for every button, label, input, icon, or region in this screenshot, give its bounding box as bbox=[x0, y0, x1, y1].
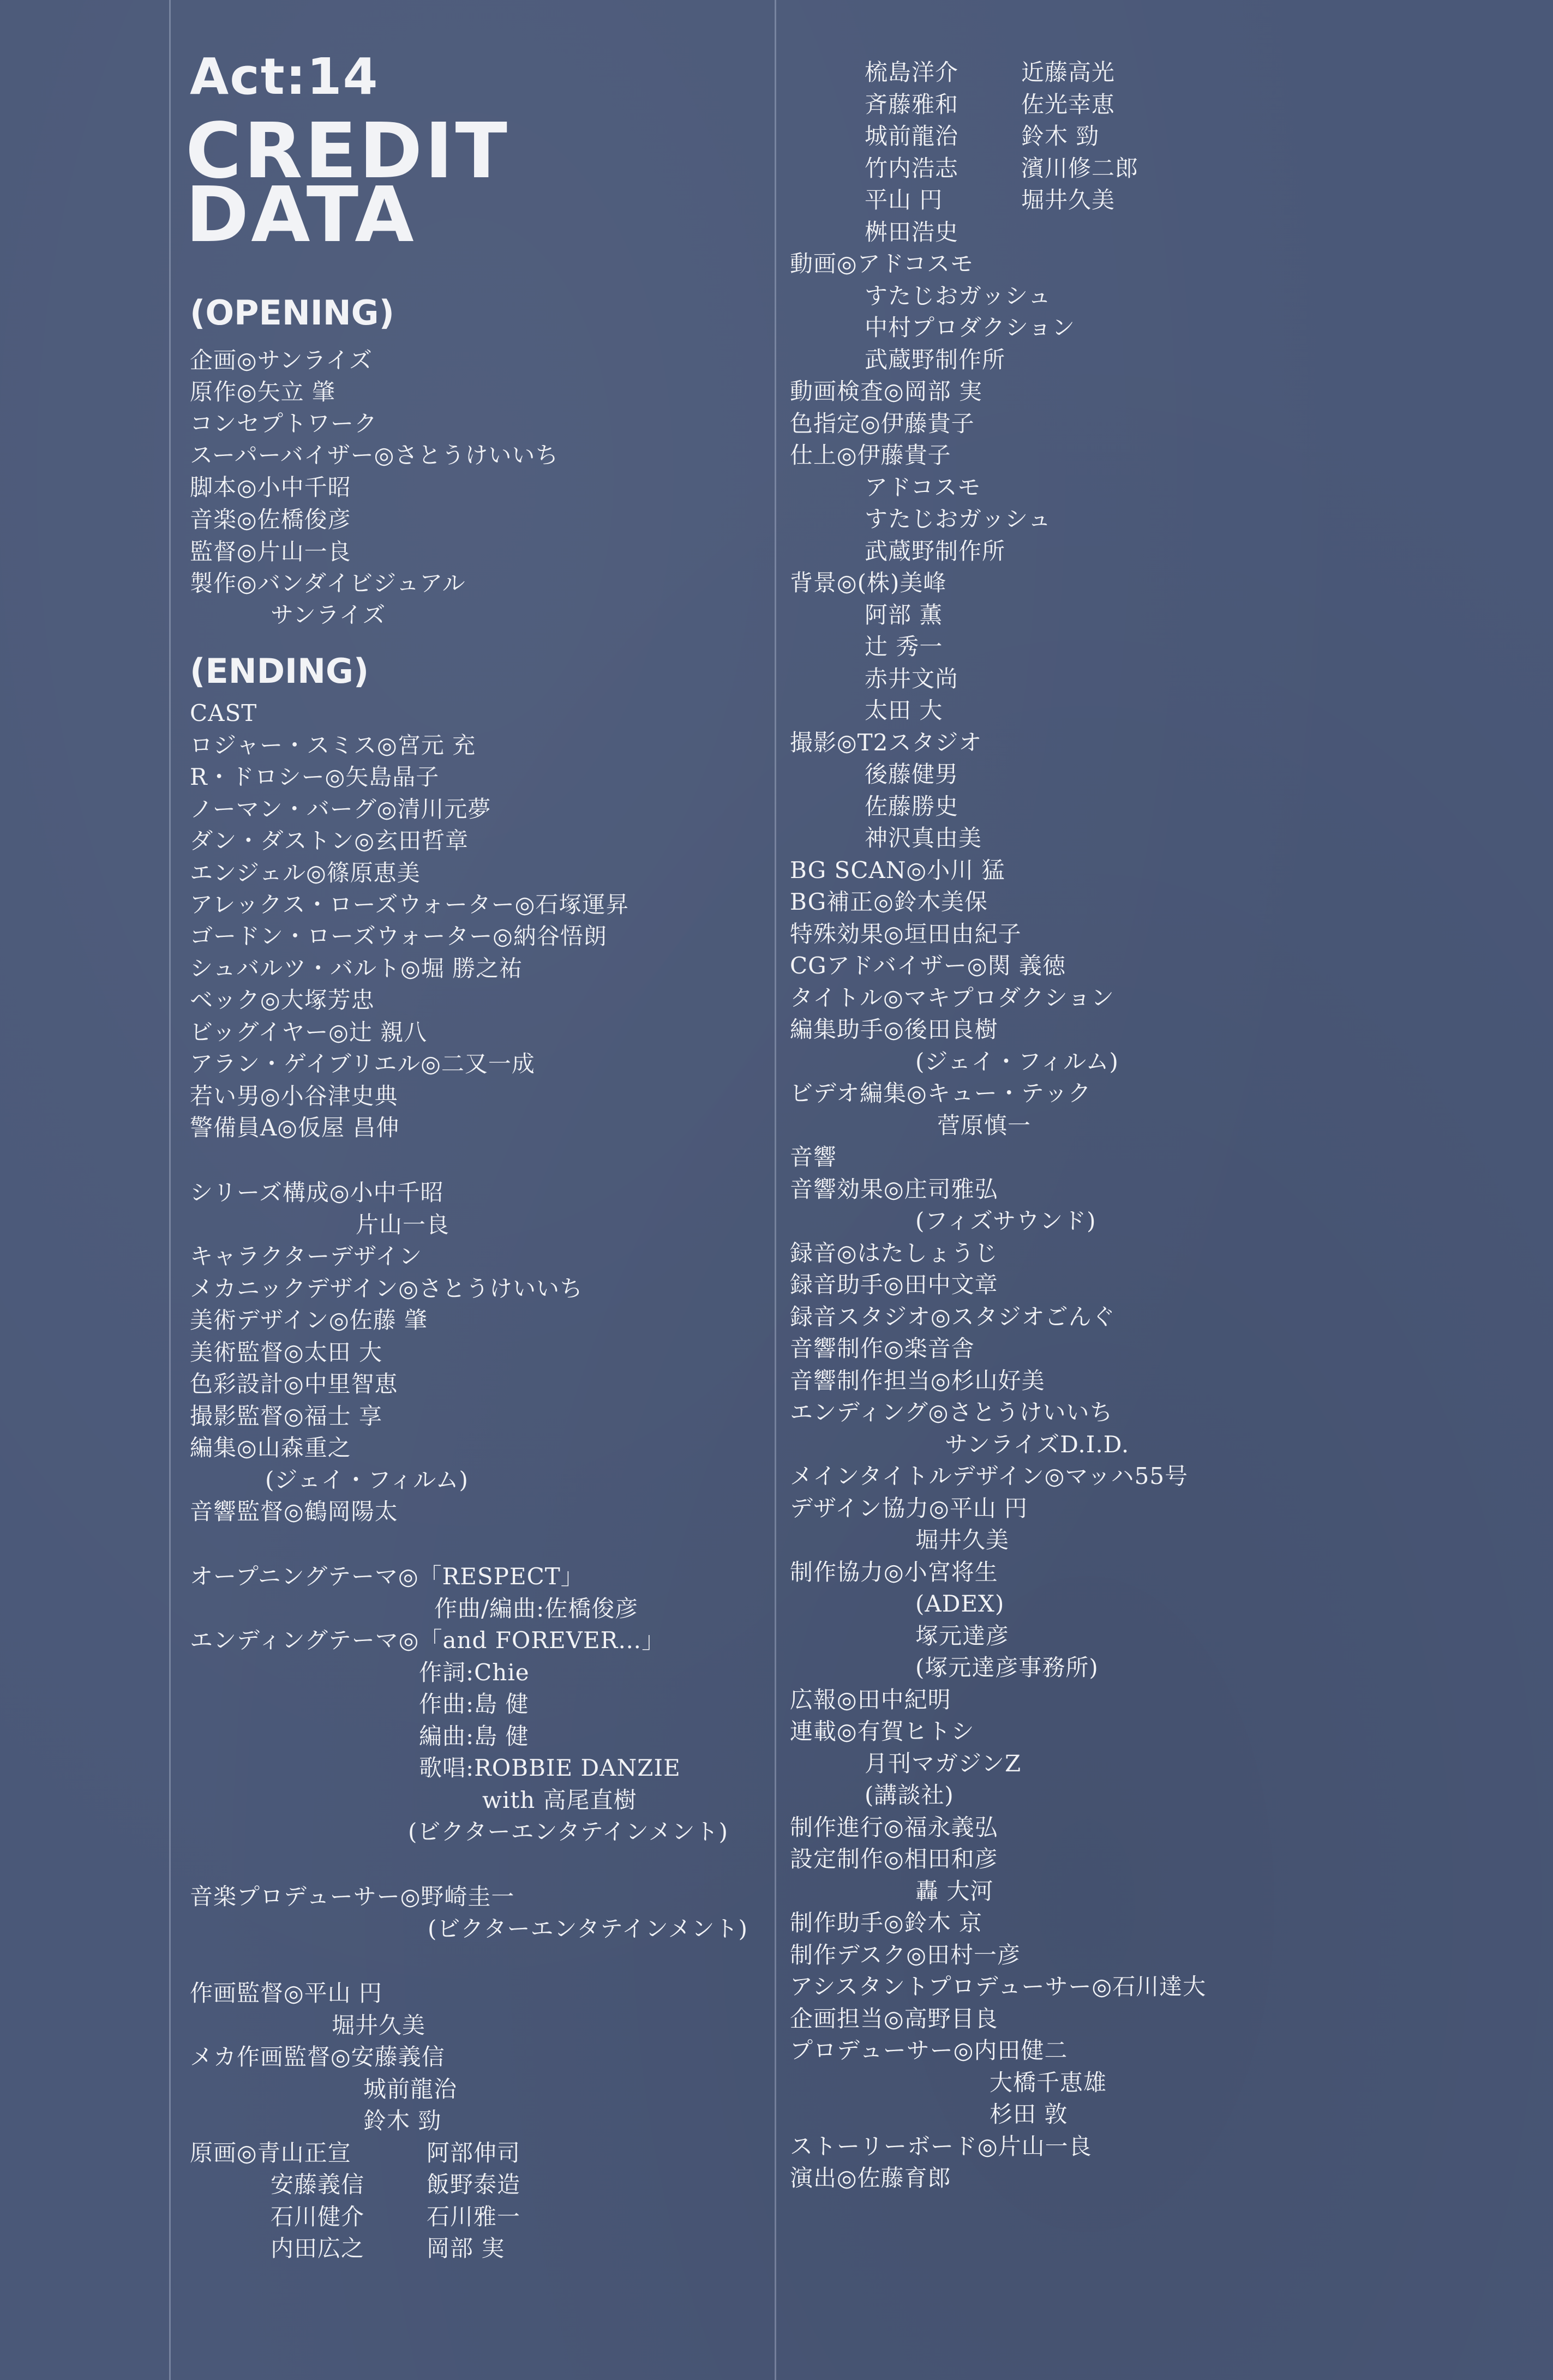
credit-line: 設定制作◎相田和彦 bbox=[790, 1846, 998, 1872]
credit-line: 佐藤勝史 bbox=[865, 793, 959, 820]
credit-line: 背景◎(株)美峰 bbox=[790, 569, 947, 596]
credit-line: 音響効果◎庄司雅弘 bbox=[790, 1176, 998, 1203]
credit-line: 神沢真由美 bbox=[865, 825, 982, 851]
credit-line: 原作◎矢立 肇 bbox=[190, 378, 335, 405]
credit-line: コンセプトワーク bbox=[190, 410, 378, 437]
credit-line: 監督◎片山一良 bbox=[190, 538, 351, 565]
credit-line: (ビクターエンタテインメント) bbox=[408, 1818, 729, 1845]
credit-line: 飯野泰造 bbox=[427, 2171, 521, 2198]
credit-line: 音楽プロデューサー◎野崎圭一 bbox=[190, 1883, 515, 1910]
credit-line: 撮影◎T2スタジオ bbox=[790, 729, 982, 756]
credit-line: 警備員A◎仮屋 昌伸 bbox=[190, 1114, 400, 1141]
credit-line: 美術監督◎太田 大 bbox=[190, 1339, 382, 1366]
credit-line: ビッグイヤー◎辻 親八 bbox=[190, 1019, 428, 1045]
credit-line: 轟 大河 bbox=[915, 1878, 994, 1904]
credit-line: 制作協力◎小宮将生 bbox=[790, 1559, 998, 1585]
credit-line: (塚元達彦事務所) bbox=[915, 1654, 1099, 1681]
credit-line: 作詞:Chie bbox=[419, 1659, 530, 1686]
credit-line: (ジェイ・フィルム) bbox=[915, 1048, 1119, 1075]
credit-line: 鈴木 勁 bbox=[1021, 123, 1100, 149]
credit-line: 石川健介 bbox=[271, 2203, 365, 2230]
credit-line: メインタイトルデザイン◎マッハ55号 bbox=[790, 1463, 1189, 1489]
credit-line: 佐光幸恵 bbox=[1021, 91, 1116, 118]
section-ending-heading: (ENDING) bbox=[190, 651, 369, 691]
credit-line: 濱川修二郎 bbox=[1021, 155, 1139, 182]
credit-line: デザイン協力◎平山 円 bbox=[790, 1495, 1028, 1522]
credit-line: ストーリーボード◎片山一良 bbox=[790, 2133, 1092, 2160]
credit-line: シリーズ構成◎小中千昭 bbox=[190, 1179, 444, 1206]
credit-line: 安藤義信 bbox=[271, 2171, 365, 2198]
credit-line: ダン・ダストン◎玄田哲章 bbox=[190, 827, 469, 854]
credit-line: ベック◎大塚芳忠 bbox=[190, 987, 375, 1013]
credit-line: (ジェイ・フィルム) bbox=[265, 1467, 469, 1493]
credit-line: 広報◎田中紀明 bbox=[790, 1686, 951, 1713]
credit-line: BG補正◎鈴木美保 bbox=[790, 888, 988, 915]
credit-line: オープニングテーマ◎「RESPECT」 bbox=[190, 1563, 584, 1590]
credit-line: 制作進行◎福永義弘 bbox=[790, 1814, 998, 1841]
credit-line: スーパーバイザー◎さとうけいいち bbox=[190, 442, 559, 468]
credit-line: 片山一良 bbox=[356, 1211, 450, 1238]
credit-line: 竹内浩志 bbox=[865, 155, 959, 182]
credit-line: 岡部 実 bbox=[427, 2235, 505, 2262]
credit-line: 若い男◎小谷津史典 bbox=[190, 1083, 398, 1109]
credit-line: 脚本◎小中千昭 bbox=[190, 474, 351, 501]
credit-line: 音楽◎佐橋俊彦 bbox=[190, 506, 351, 533]
credit-line: 城前龍治 bbox=[363, 2076, 458, 2102]
credit-line: 阿部 薫 bbox=[865, 602, 943, 628]
credit-line: 城前龍治 bbox=[865, 123, 959, 149]
credit-line: 堀井久美 bbox=[332, 2012, 426, 2039]
credit-line: 阿部伸司 bbox=[427, 2139, 521, 2166]
credit-line: キャラクターデザイン bbox=[190, 1243, 423, 1270]
credit-line: 辻 秀一 bbox=[865, 633, 943, 660]
credit-line: エンディング◎さとうけいいち bbox=[790, 1399, 1113, 1426]
section-opening-heading: (OPENING) bbox=[190, 293, 394, 333]
credit-line: 演出◎佐藤育郎 bbox=[790, 2165, 951, 2191]
credit-line: 斉藤雅和 bbox=[865, 91, 959, 118]
credit-line: 後藤健男 bbox=[865, 761, 959, 788]
credit-line: 梳島洋介 bbox=[865, 59, 959, 86]
credit-line: アシスタントプロデューサー◎石川達大 bbox=[790, 1973, 1207, 2000]
credit-line: 塚元達彦 bbox=[915, 1622, 1010, 1649]
credit-line: with 高尾直樹 bbox=[482, 1787, 637, 1813]
credit-line: すたじおガッシュ bbox=[865, 283, 1052, 309]
credit-line: エンジェル◎篠原恵美 bbox=[190, 860, 421, 886]
credit-line: 編集助手◎後田良樹 bbox=[790, 1016, 998, 1043]
credit-line: CGアドバイザー◎関 義徳 bbox=[790, 952, 1066, 979]
credit-line: 美術デザイン◎佐藤 肇 bbox=[190, 1307, 428, 1333]
credit-line: 制作助手◎鈴木 京 bbox=[790, 1909, 982, 1936]
credit-line: シュバルツ・バルト◎堀 勝之祐 bbox=[190, 955, 523, 982]
credit-line: 音響 bbox=[790, 1144, 837, 1170]
center-divider-line bbox=[775, 0, 776, 2380]
credit-line: 月刊マガジンZ bbox=[865, 1750, 1022, 1777]
credit-line: 制作デスク◎田村一彦 bbox=[790, 1942, 1021, 1968]
credit-line: 菅原慎一 bbox=[937, 1112, 1032, 1139]
credit-line: ビデオ編集◎キュー・テック bbox=[790, 1080, 1092, 1107]
credit-line: 太田 大 bbox=[865, 697, 943, 724]
credit-line: (フィズサウンド) bbox=[915, 1207, 1096, 1234]
credit-line: 作曲/編曲:佐橋俊彦 bbox=[434, 1595, 639, 1622]
credit-line: 音響監督◎鶴岡陽太 bbox=[190, 1498, 398, 1525]
credit-line: 武蔵野制作所 bbox=[865, 346, 1006, 373]
credit-line: 赤井文尚 bbox=[865, 665, 959, 692]
credit-line: CAST bbox=[190, 700, 257, 726]
credit-line: 内田広之 bbox=[271, 2235, 365, 2262]
credit-line: (ビクターエンタテインメント) bbox=[428, 1915, 748, 1942]
credit-line: アラン・ゲイブリエル◎二又一成 bbox=[190, 1050, 535, 1077]
credit-line: 桝田浩史 bbox=[865, 219, 959, 245]
credit-line: サンライズ bbox=[271, 602, 386, 628]
credit-line: 堀井久美 bbox=[1021, 187, 1116, 213]
credit-line: 杉田 敦 bbox=[990, 2101, 1068, 2127]
credit-line: すたじおガッシュ bbox=[865, 506, 1052, 532]
credit-line: 色彩設計◎中里智恵 bbox=[190, 1371, 398, 1397]
credit-line: 仕上◎伊藤貴子 bbox=[790, 442, 951, 468]
credit-line: タイトル◎マキプロダクション bbox=[790, 984, 1114, 1011]
credit-line: 録音◎はたしょうじ bbox=[790, 1240, 998, 1266]
credit-line: メカ作画監督◎安藤義信 bbox=[190, 2044, 445, 2070]
credit-line: (講談社) bbox=[865, 1782, 954, 1808]
credit-line: 特殊効果◎垣田由紀子 bbox=[790, 921, 1022, 947]
credit-line: 動画◎アドコスモ bbox=[790, 250, 974, 277]
credit-line: 平山 円 bbox=[865, 187, 943, 213]
credit-line: BG SCAN◎小川 猛 bbox=[790, 857, 1005, 884]
credit-line: 撮影監督◎福士 享 bbox=[190, 1403, 382, 1429]
credit-line: 大橋千恵雄 bbox=[990, 2069, 1107, 2096]
credit-line: エンディングテーマ◎「and FOREVER…」 bbox=[190, 1627, 665, 1654]
title-data: DATA bbox=[185, 171, 416, 260]
title-credit: CREDIT bbox=[185, 107, 509, 196]
credit-line: 堀井久美 bbox=[915, 1526, 1010, 1553]
credit-line: 録音スタジオ◎スタジオごんぐ bbox=[790, 1303, 1116, 1330]
credit-line: ロジャー・スミス◎宮元 充 bbox=[190, 732, 476, 759]
credit-line: 鈴木 勁 bbox=[363, 2107, 442, 2134]
credit-line: ノーマン・バーグ◎清川元夢 bbox=[190, 796, 491, 822]
credit-line: 動画検査◎岡部 実 bbox=[790, 378, 982, 405]
credit-line: 作画監督◎平山 円 bbox=[190, 1980, 382, 2006]
credit-line: 連載◎有賀ヒトシ bbox=[790, 1718, 975, 1745]
credit-line: 作曲:島 健 bbox=[419, 1691, 529, 1717]
credit-line: メカニックデザイン◎さとうけいいち bbox=[190, 1275, 584, 1302]
credit-line: (ADEX) bbox=[915, 1590, 1005, 1617]
credit-line: 武蔵野制作所 bbox=[865, 538, 1006, 564]
credit-line: 石川雅一 bbox=[427, 2203, 521, 2230]
credit-line: 近藤高光 bbox=[1021, 59, 1116, 86]
credit-line: R・ドロシー◎矢島晶子 bbox=[190, 764, 440, 790]
credit-line: 歌唱:ROBBIE DANZIE bbox=[419, 1754, 681, 1781]
credit-line: 中村プロダクション bbox=[865, 314, 1076, 341]
credit-line: 編曲:島 健 bbox=[419, 1723, 529, 1750]
credit-line: 原画◎青山正宣 bbox=[190, 2139, 351, 2166]
act-label: Act:14 bbox=[190, 47, 379, 106]
credit-line: 録音助手◎田中文章 bbox=[790, 1271, 998, 1298]
credit-line: 企画◎サンライズ bbox=[190, 347, 373, 374]
credit-line: 編集◎山森重之 bbox=[190, 1434, 351, 1461]
credit-line: ゴードン・ローズウォーター◎納谷悟朗 bbox=[190, 923, 607, 949]
credit-line: 企画担当◎高野目良 bbox=[790, 2005, 998, 2032]
credit-line: 音響制作担当◎杉山好美 bbox=[790, 1367, 1045, 1394]
credit-line: アドコスモ bbox=[865, 474, 981, 501]
credit-line: 音響制作◎楽音舎 bbox=[790, 1335, 975, 1362]
credit-line: 製作◎バンダイビジュアル bbox=[190, 570, 466, 597]
credit-line: アレックス・ローズウォーター◎石塚運昇 bbox=[190, 891, 629, 918]
left-divider-line bbox=[169, 0, 171, 2380]
credit-line: プロデューサー◎内田健二 bbox=[790, 2037, 1068, 2064]
credit-line: 色指定◎伊藤貴子 bbox=[790, 410, 975, 437]
credit-line: サンライズD.I.D. bbox=[945, 1431, 1130, 1458]
